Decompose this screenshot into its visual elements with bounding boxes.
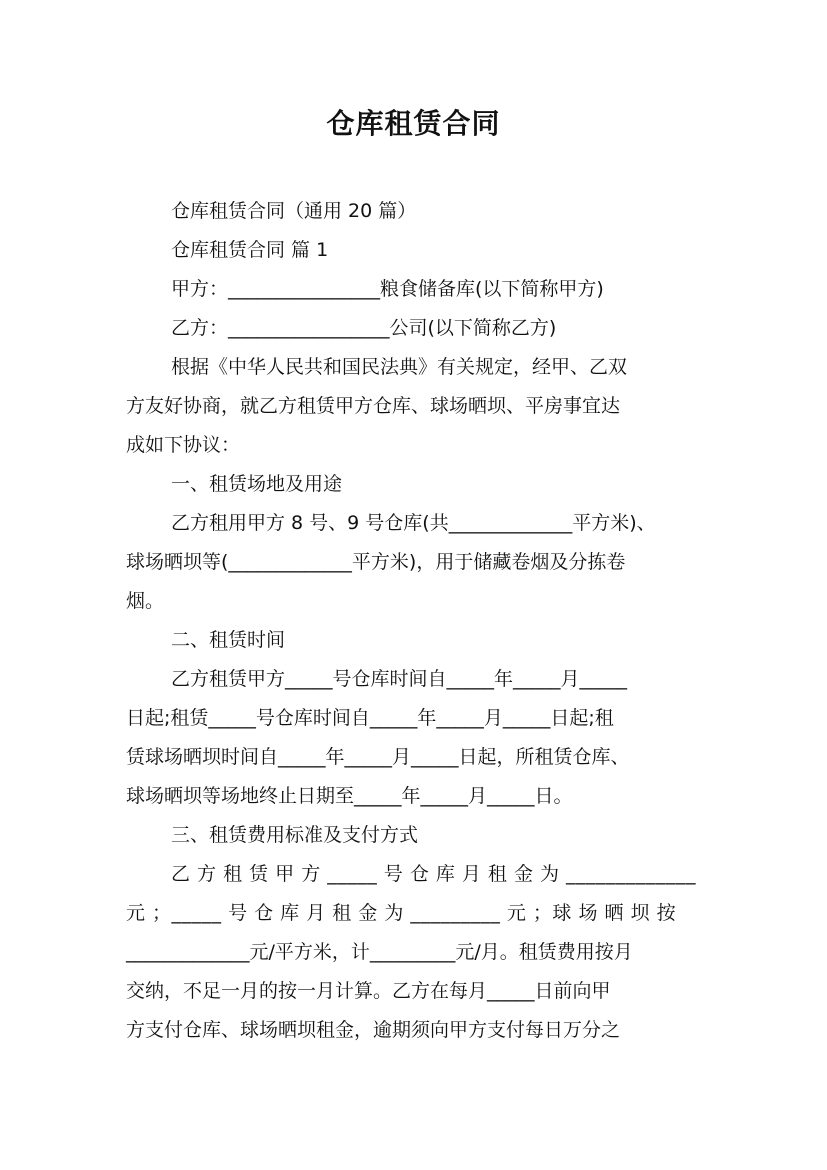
section-1-line-3: 烟。 xyxy=(126,590,165,612)
section-2-line-3: 赁球场晒坝时间自_____年_____月_____日起，所租赁仓库、 xyxy=(126,746,630,768)
paragraph-part-heading: 仓库租赁合同 篇 1 xyxy=(171,239,329,261)
document-body xyxy=(126,192,704,1050)
section-heading-3: 三、租赁费用标准及支付方式 xyxy=(171,824,419,846)
document-title: 仓库租赁合同 xyxy=(326,107,501,140)
section-3-line-2: 元 ；_____ 号 仓 库 月 租 金 为 _________ 元 ；球 场 晒 坝 按 xyxy=(126,902,677,924)
preamble-line-3: 成如下协议： xyxy=(126,434,241,456)
party-a-line: 甲方：________________粮食储备库(以下简称甲方) xyxy=(171,278,604,300)
paragraph-subtitle: 仓库租赁合同（通用 20 篇） xyxy=(171,200,417,222)
section-3-line-3: _____________元/平方米，计_________元/月。租赁费用按月 xyxy=(126,941,633,963)
section-3-line-5: 方支付仓库、球场晒坝租金，逾期须向甲方支付每日万分之 xyxy=(126,1019,621,1041)
section-heading-1: 一、租赁场地及用途 xyxy=(171,473,343,495)
preamble-line-1: 根据《中华人民共和国民法典》有关规定，经甲、乙双 xyxy=(171,356,628,378)
section-2-line-4: 球场晒坝等场地终止日期至_____年_____月_____日。 xyxy=(126,785,573,807)
section-2-line-2: 日起;租赁_____号仓库时间自_____年_____月_____日起;租 xyxy=(126,707,614,729)
preamble-line-2: 方友好协商，就乙方租赁甲方仓库、球场晒坝、平房事宜达 xyxy=(126,395,621,417)
section-3-line-1: 乙 方 租 赁 甲 方 _____ 号 仓 库 月 租 金 为 _____________ xyxy=(171,863,697,885)
section-2-line-1: 乙方租赁甲方_____号仓库时间自_____年_____月_____ xyxy=(171,668,628,690)
party-b-line: 乙方：_________________公司(以下简称乙方) xyxy=(171,317,557,339)
section-1-line-2: 球场晒坝等(_____________平方米)，用于储藏卷烟及分拣卷 xyxy=(126,551,626,573)
section-3-line-4: 交纳，不足一月的按一月计算。乙方在每月_____日前向甲 xyxy=(126,980,611,1002)
section-heading-2: 二、租赁时间 xyxy=(171,629,286,651)
section-1-line-1: 乙方租用甲方 8 号、9 号仓库(共_____________平方米)、 xyxy=(171,512,656,534)
